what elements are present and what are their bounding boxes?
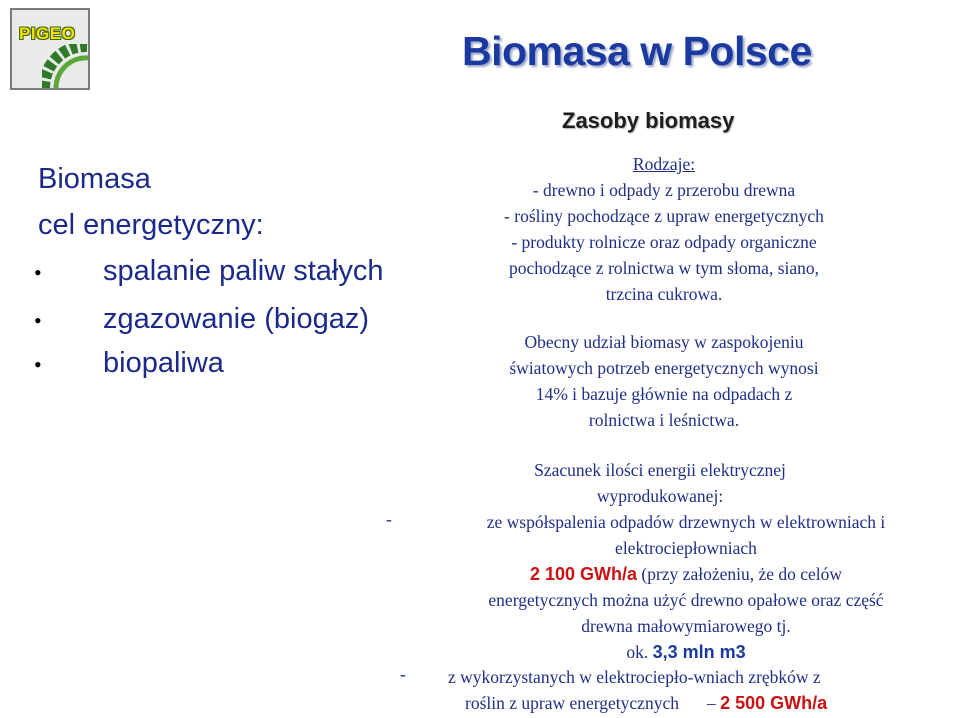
item1-line: ze współspalenia odpadów drzewnych w elektrowniach i	[486, 512, 886, 532]
estimate-line: Szacunek ilości energii elektrycznej	[534, 460, 786, 480]
estimate-block	[380, 457, 940, 509]
bullet-item: biopaliwa	[103, 347, 224, 379]
share-line: rolnictwa i leśnictwa.	[588, 410, 740, 430]
ok-prefix: ok.	[626, 642, 653, 662]
item2-value: 2 500 GWh/a	[720, 693, 828, 713]
estimate-item-2	[420, 664, 950, 716]
bullet-icon: •	[34, 260, 42, 285]
item2-value-prefix: –	[706, 693, 721, 713]
page-title: Biomasa w Polsce	[462, 28, 812, 74]
left-heading-line1: Biomasa	[38, 163, 151, 195]
section-subtitle: Zasoby biomasy	[562, 108, 735, 133]
item1-line: energetycznych można użyć drewno opałowe oraz część	[488, 590, 884, 610]
item-dash: -	[400, 664, 406, 684]
item2-line: z wykorzystanych w elektrociepło-wniach zrębków z	[448, 667, 821, 687]
ok-value: 3,3 mln m3	[652, 642, 746, 662]
share-block	[404, 329, 924, 433]
item1-line: elektrociepłowniach	[615, 538, 757, 558]
bullet-icon: •	[34, 352, 42, 377]
types-line: pochodzące z rolnictwa w tym słoma, siano,	[508, 258, 820, 278]
item1-line: drewna małowymiarowego tj.	[581, 616, 791, 636]
item1-value: 2 100 GWh/a	[529, 564, 637, 584]
share-line: 14% i bazuje głównie na odpadach z	[535, 384, 793, 404]
item-dash: -	[386, 509, 392, 529]
types-line: trzcina cukrowa.	[605, 284, 723, 304]
types-block	[404, 151, 924, 307]
share-line: światowych potrzeb energetycznych wynosi	[509, 358, 819, 378]
logo-text: PIGEO	[19, 24, 76, 43]
item1-ok-line	[412, 639, 960, 665]
left-heading-line2: cel energetyczny:	[38, 209, 264, 241]
item2-value-line	[420, 690, 950, 716]
bullet-icon: •	[34, 308, 42, 333]
item2-line: roślin z upraw energetycznych	[465, 693, 679, 713]
logo-arc-graphic	[42, 44, 90, 90]
item1-value-line	[412, 561, 960, 587]
bullet-item: zgazowanie (biogaz)	[103, 303, 369, 335]
estimate-item-1	[412, 509, 960, 665]
pigeo-logo	[10, 8, 90, 90]
bullet-item: spalanie paliw stałych	[103, 255, 384, 287]
types-heading: Rodzaje:	[632, 154, 696, 174]
types-line: - drewno i odpady z przerobu drewna	[532, 180, 796, 200]
item1-line-rest: (przy założeniu, że do celów	[637, 564, 843, 584]
share-line: Obecny udział biomasy w zaspokojeniu	[524, 332, 804, 352]
estimate-line: wyprodukowanej:	[596, 486, 724, 506]
types-line: - rośliny pochodzące z upraw energetycznych	[504, 206, 824, 226]
types-line: - produkty rolnicze oraz odpady organiczne	[511, 232, 817, 252]
